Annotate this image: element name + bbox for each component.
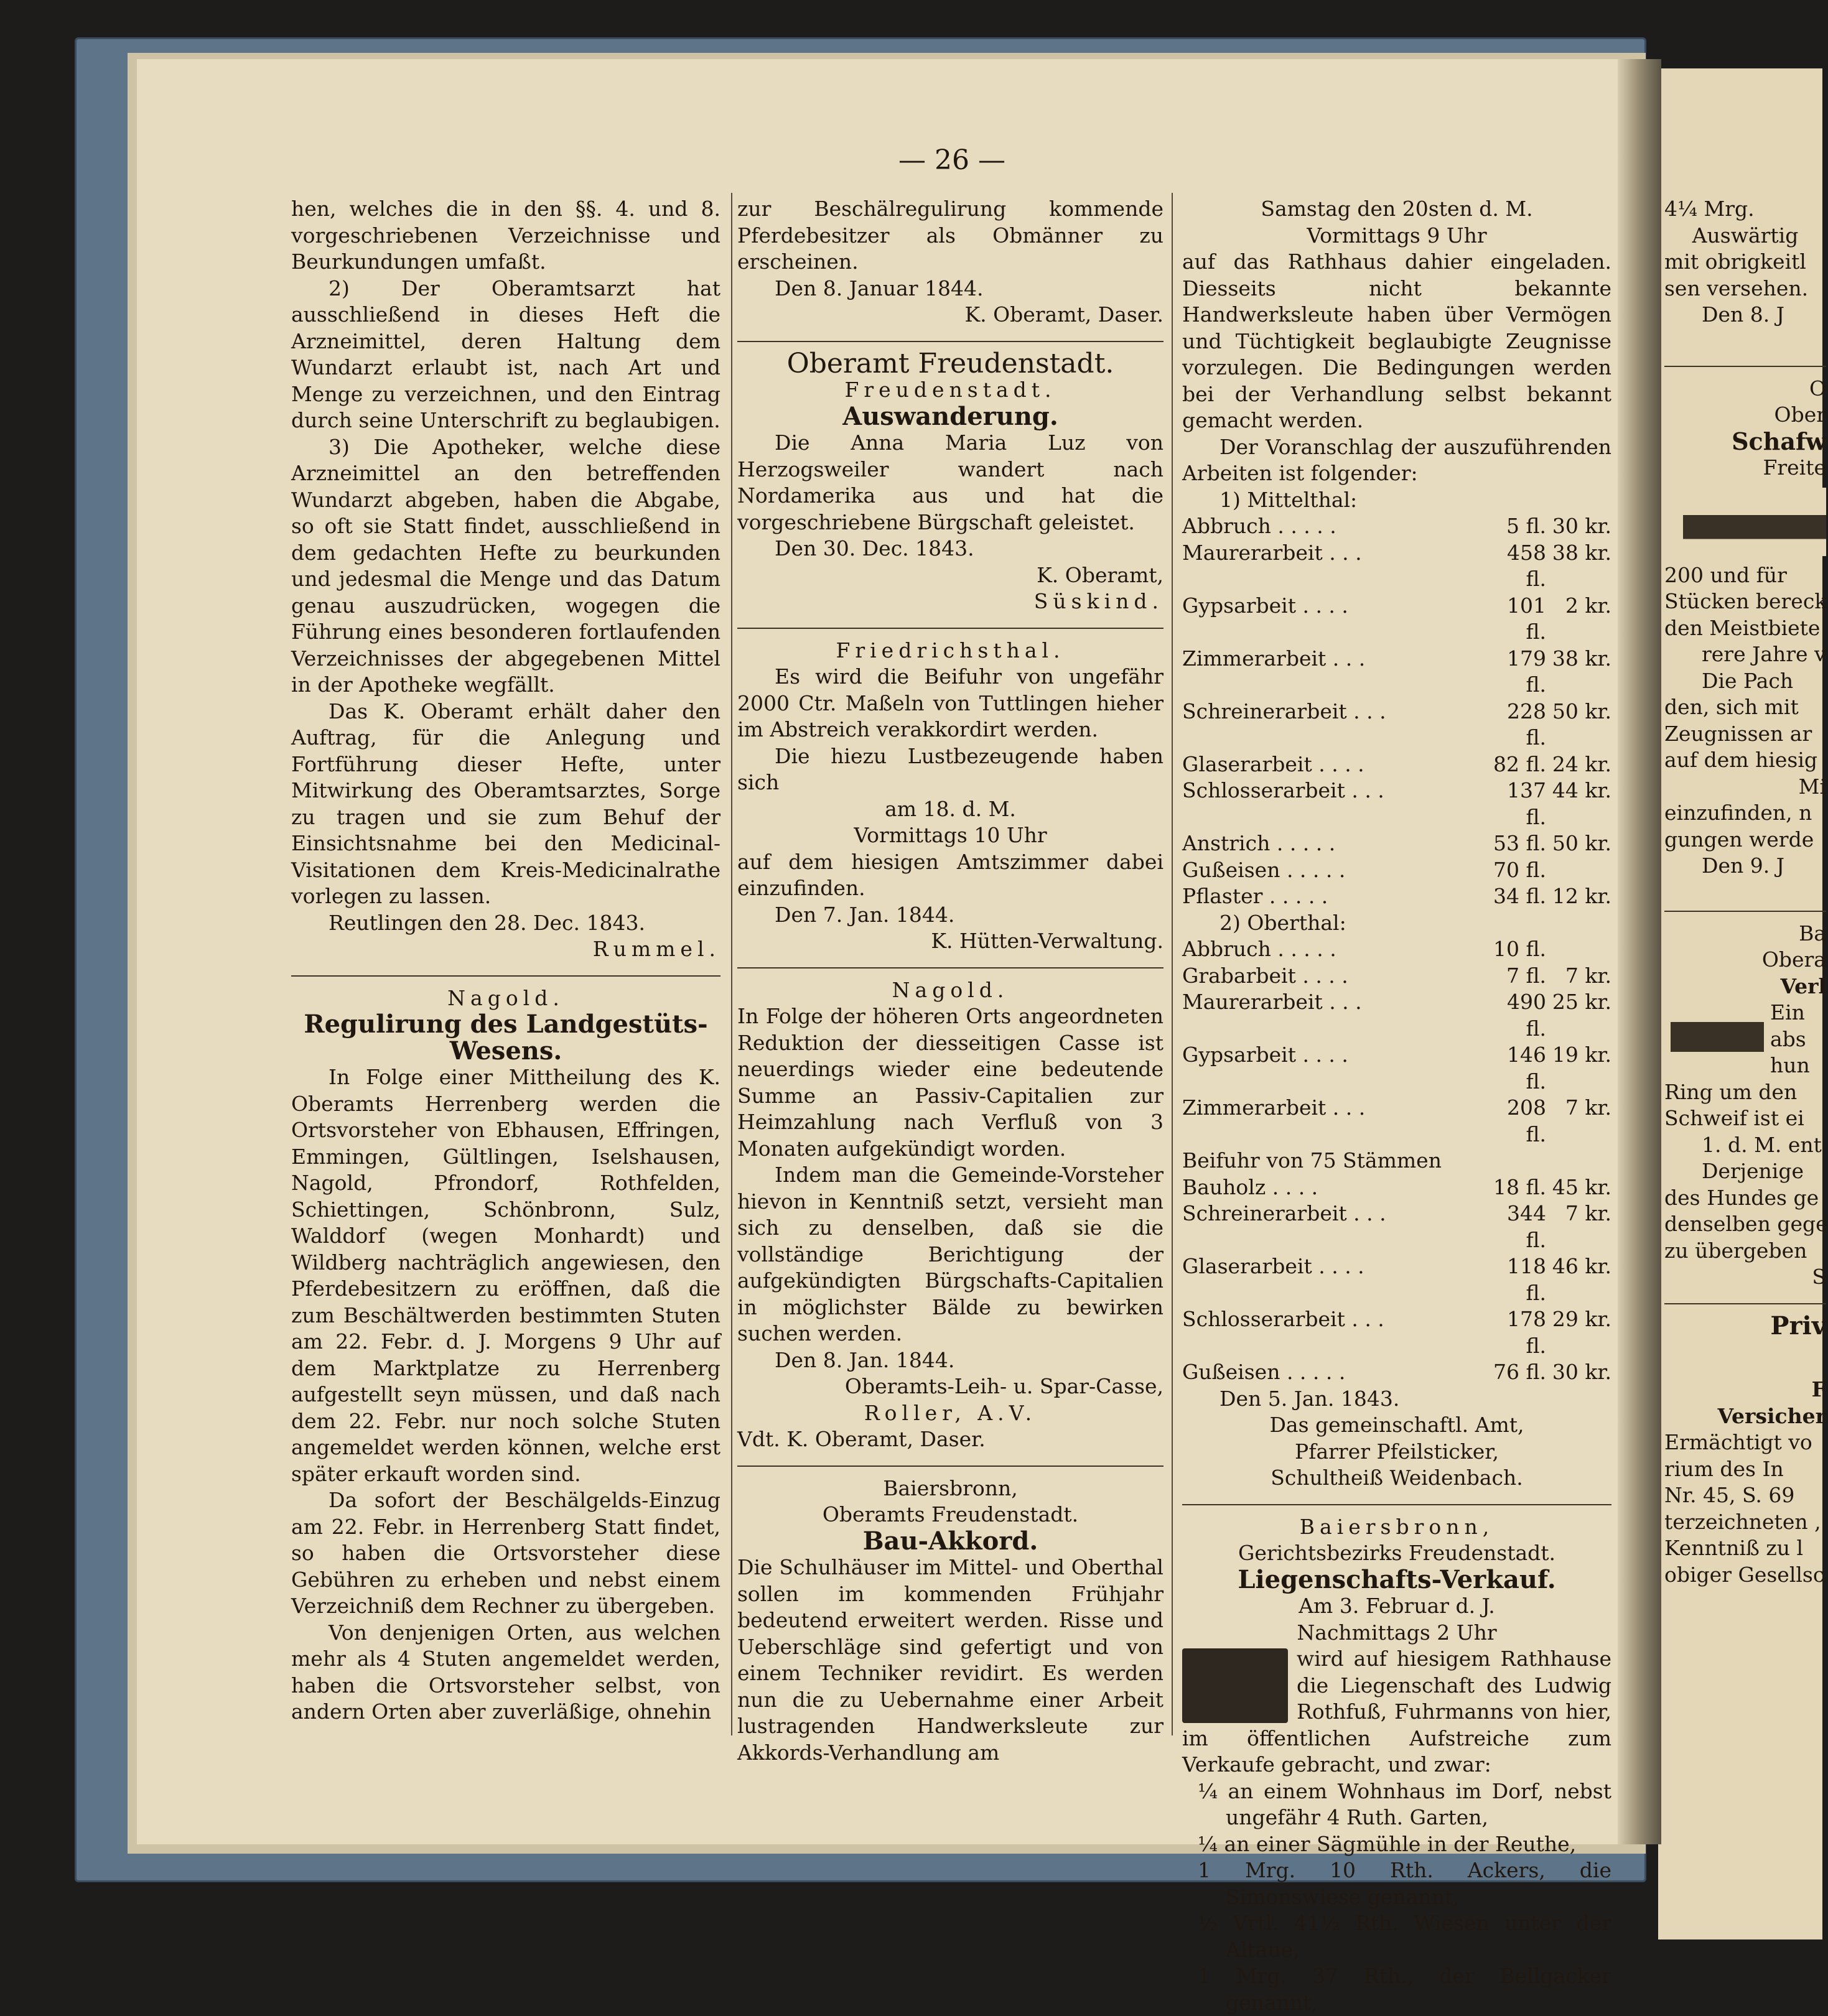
column-divider	[731, 193, 732, 1735]
cost-kreuzer: 50 kr.	[1546, 699, 1611, 751]
divider	[1664, 1303, 1826, 1304]
cost-row	[1182, 540, 1611, 593]
text-line: Ba	[1664, 921, 1826, 947]
signature: Roller, A.V.	[737, 1400, 1163, 1427]
list-item: ¼ an einem Wohnhaus im Dorf, nebst ungefähr 4 Ruth. Garten,	[1182, 1778, 1611, 1831]
paragraph: Da sofort der Beschälgelds-Einzug am 22. Febr. in Herrenberg Statt findet, so haben die Ortsvorsteher diese Gebühren zu erheben und nebst einem Verzeichniß dem Rechner zu übergeben.	[291, 1487, 720, 1620]
cost-item-name: Maurerarbeit . . .	[1182, 540, 1484, 593]
cost-item-name: Gußeisen . . . . .	[1182, 1359, 1484, 1386]
date-line: Reutlingen den 28. Dec. 1843.	[291, 910, 720, 937]
text-line: Die Pach	[1664, 668, 1826, 695]
cost-gulden: 70 fl.	[1484, 857, 1546, 884]
cost-item-name: Maurerarbeit . . .	[1182, 989, 1484, 1042]
cost-row	[1182, 778, 1611, 830]
cost-row	[1182, 751, 1611, 778]
text-line: hun	[1770, 1052, 1826, 1079]
list-item: 1 Mrg. 37 Rth., der Bellgacker genannt,	[1182, 1963, 1611, 2016]
cost-gulden: 53 fl.	[1484, 830, 1546, 857]
cost-gulden: 146 fl.	[1484, 1042, 1546, 1095]
cost-gulden: 10 fl.	[1484, 936, 1546, 963]
date-line: Den 30. Dec. 1843.	[737, 536, 1163, 562]
text-line: Priv	[1664, 1313, 1826, 1340]
dog-ad	[1664, 1000, 1826, 1079]
paragraph: zur Beschälregulirung kommende Pferdebesitzer als Obmänner zu erscheinen.	[737, 196, 1163, 276]
text-line: denselben gege	[1664, 1211, 1826, 1238]
cost-item-name: Grabarbeit . . . .	[1182, 963, 1484, 990]
notice-title: Auswanderung.	[737, 404, 1163, 430]
cost-row	[1182, 857, 1611, 884]
column-3	[1182, 196, 1611, 2016]
paragraph: hen, welches die in den §§. 4. und 8. vorgeschriebenen Verzeichnisse und Beurkundungen umfaßt.	[291, 196, 720, 276]
cost-list-oberthal	[1182, 936, 1611, 1148]
cost-row	[1182, 1095, 1611, 1148]
text-line: Auswärtig	[1664, 223, 1826, 249]
cost-item-name: Zimmerarbeit . . .	[1182, 646, 1484, 699]
cost-item-name: Schreinerarbeit . . .	[1182, 1201, 1484, 1253]
signature: K. Oberamt, Daser.	[737, 302, 1163, 328]
text-line: Derjenige	[1664, 1158, 1826, 1185]
cost-kreuzer: 46 kr.	[1546, 1253, 1611, 1306]
cost-row	[1182, 1253, 1611, 1306]
text-line: obiger Gesellsc	[1664, 1562, 1826, 1589]
text-line: Ein	[1770, 1000, 1826, 1026]
cost-gulden: 178 fl.	[1484, 1306, 1546, 1359]
date-line: Den 8. Januar 1844.	[737, 276, 1163, 302]
shepherd-woodcut-image	[1683, 488, 1826, 556]
dog-ad-lines	[1770, 1000, 1826, 1079]
cost-gulden: 5 fl.	[1484, 513, 1546, 540]
paragraph: Vormittags 10 Uhr	[737, 822, 1163, 849]
cost-kreuzer: 38 kr.	[1546, 646, 1611, 699]
cost-item-name: Glaserarbeit . . . .	[1182, 1253, 1484, 1306]
cost-kreuzer: 29 kr.	[1546, 1306, 1611, 1359]
cost-gulden: 118 fl.	[1484, 1253, 1546, 1306]
text-line: den, sich mit	[1664, 694, 1826, 721]
cost-gulden: 34 fl.	[1484, 883, 1546, 910]
cost-gulden: 490 fl.	[1484, 989, 1546, 1042]
cost-item-name: Gypsarbeit . . . .	[1182, 1042, 1484, 1095]
section-label: 2) Oberthal:	[1182, 910, 1611, 937]
cost-row	[1182, 1359, 1611, 1386]
signature: Rummel.	[291, 936, 720, 963]
page-number: — 26 —	[871, 144, 1033, 176]
list-item: 1 Mrg. 10 Rth. Ackers, die Simonswiese genannt,	[1182, 1857, 1611, 1910]
cost-kreuzer	[1546, 857, 1611, 884]
cost-row	[1182, 936, 1611, 963]
cost-row	[1182, 593, 1611, 646]
paragraph: Die hiezu Lustbezeugende haben sich	[737, 743, 1163, 796]
text-line: rere Jahre v	[1664, 641, 1826, 668]
text-line: den Meistbiete	[1664, 615, 1826, 642]
cost-item-name: Abbruch . . . . .	[1182, 936, 1484, 963]
text-line: terzeichneten ,	[1664, 1509, 1826, 1536]
cost-list-mittelthal	[1182, 513, 1611, 910]
list-item: ¼ an einer Sägmühle in der Reuthe,	[1182, 1831, 1611, 1858]
cost-kreuzer: 45 kr.	[1546, 1174, 1611, 1201]
place-heading: Oberamts Freudenstadt.	[737, 1502, 1163, 1528]
place-heading: Friedrichsthal.	[737, 638, 1163, 664]
notice-title: Liegenschafts-Verkauf.	[1182, 1567, 1611, 1594]
paragraph: Indem man die Gemeinde-Vorsteher hievon in Kenntniß setzt, versieht man sich zu denselben, daß sie die vollständige Berichtigung der aufgekündigten Bürgschafts-Capitalien in möglichster Bälde zu bewirken suchen werden.	[737, 1162, 1163, 1347]
section-label: Beifuhr von 75 Stämmen	[1182, 1148, 1611, 1174]
cost-kreuzer	[1546, 936, 1611, 963]
text-line: Mi	[1664, 774, 1826, 801]
cost-row	[1182, 646, 1611, 699]
date-line: Den 7. Jan. 1844.	[737, 902, 1163, 929]
signature: Süskind.	[737, 588, 1163, 615]
text-line: Zeugnissen ar	[1664, 721, 1826, 748]
divider	[291, 975, 720, 977]
text-line: Den 9. J	[1664, 853, 1826, 880]
cost-kreuzer: 38 kr.	[1546, 540, 1611, 593]
cost-item-name: Glaserarbeit . . . .	[1182, 751, 1484, 778]
time-line: Nachmittags 2 Uhr	[1182, 1620, 1611, 1647]
text-line: 4¼ Mrg.	[1664, 196, 1826, 223]
cost-row	[1182, 883, 1611, 910]
paragraph: auf dem hiesigen Amtszimmer dabei einzufinden.	[737, 849, 1163, 902]
divider	[1182, 1504, 1611, 1505]
cost-item-name: Bauholz . . . .	[1182, 1174, 1484, 1201]
date-line: Samstag den 20sten d. M.	[1182, 196, 1611, 223]
cost-row	[1182, 1201, 1611, 1253]
text-line: des Hundes ge	[1664, 1185, 1826, 1212]
text-line: rium des In	[1664, 1456, 1826, 1483]
text-line: Ober	[1664, 402, 1826, 429]
text-line: Nr. 45, S. 69	[1664, 1482, 1826, 1509]
cost-item-name: Schlosserarbeit . . .	[1182, 1306, 1484, 1359]
cost-gulden: 7 fl.	[1484, 963, 1546, 990]
divider	[737, 341, 1163, 342]
spacer	[1664, 1339, 1826, 1377]
signature: K. Oberamt,	[737, 562, 1163, 589]
text-line: auf dem hiesig	[1664, 747, 1826, 774]
divider	[737, 967, 1163, 969]
text-line: Den 8. J	[1664, 302, 1826, 328]
cost-gulden: 137 fl.	[1484, 778, 1546, 830]
paragraph: Von denjenigen Orten, aus welchen mehr als 4 Stuten angemeldet werden, haben die Ortsvorsteher selbst, von andern Orten aber zuverläßige, ohnehin	[291, 1620, 720, 1726]
paragraph: 3) Die Apotheker, welche diese Arzneimittel an den betreffenden Wundarzt abgeben, haben die Abgabe, so oft sie Statt findet, ausschließend in dem gedachten Hefte zu beurkunden und jedesmal die Menge und das Datum genau auszudrücken, wogegen die Führung eines besonderen fortlaufenden Verzeichnisses der abgegebenen Mittel in der Apotheke wegfällt.	[291, 434, 720, 699]
paragraph: Die Anna Maria Luz von Herzogsweiler wandert nach Nordamerika aus und hat die vorgeschriebene Bürgschaft geleistet.	[737, 430, 1163, 536]
column-1	[291, 196, 720, 1726]
column-divider	[1172, 193, 1173, 1735]
divider	[1664, 911, 1826, 912]
signature: Oberamts-Leih- u. Spar-Casse,	[737, 1373, 1163, 1400]
text-line: Versicher	[1664, 1403, 1826, 1430]
cost-kreuzer: 7 kr.	[1546, 1095, 1611, 1148]
book-fold	[1618, 59, 1661, 1844]
cost-kreuzer: 25 kr.	[1546, 989, 1611, 1042]
cost-row	[1182, 830, 1611, 857]
text-line: Ermächtigt vo	[1664, 1429, 1826, 1456]
paragraph: am 18. d. M.	[737, 796, 1163, 823]
cost-item-name: Anstrich . . . . .	[1182, 830, 1484, 857]
text-line: Verl	[1664, 973, 1826, 1000]
cost-gulden: 208 fl.	[1484, 1095, 1546, 1148]
property-list	[1182, 1778, 1611, 2016]
list-item: ½ Vrtl. 41½ Rth. Wiesen unter der Altaue,	[1182, 1910, 1611, 1963]
place-heading: Baiersbronn,	[1182, 1514, 1611, 1541]
cost-gulden: 18 fl.	[1484, 1174, 1546, 1201]
paragraph: Es wird die Beifuhr von ungefähr 2000 Ctr. Maßeln von Tuttlingen hieher im Abstreich verakkordirt werden.	[737, 664, 1163, 743]
signature: Pfarrer Pfeilsticker,	[1182, 1439, 1611, 1466]
cost-gulden: 179 fl.	[1484, 646, 1546, 699]
cost-kreuzer: 12 kr.	[1546, 883, 1611, 910]
cost-item-name: Abbruch . . . . .	[1182, 513, 1484, 540]
section-heading: Oberamt Freudenstadt.	[737, 351, 1163, 378]
paragraph: 2) Der Oberamtsarzt hat ausschließend in dieses Heft die Arzneimittel, deren Haltung dem Wundarzt erlaubt ist, nach Art und Menge zu verzeichnen, und den Eintrag durch seine Unterschrift zu beglaubigen.	[291, 276, 720, 434]
date-line: Am 3. Februar d. J.	[1182, 1593, 1611, 1620]
place-heading: Nagold.	[291, 985, 720, 1012]
place-heading: Baiersbronn,	[737, 1475, 1163, 1502]
text-line: Kenntniß zu l	[1664, 1535, 1826, 1562]
date-line: Den 8. Jan. 1844.	[737, 1347, 1163, 1374]
cost-item-name: Gypsarbeit . . . .	[1182, 593, 1484, 646]
signature: Schultheiß Weidenbach.	[1182, 1465, 1611, 1492]
paragraph: Die Schulhäuser im Mittel- und Oberthal sollen im kommenden Frühjahr bedeutend erweitert werden. Risse und Ueberschläge sind gefertigt und von einem Techniker revidirt. Es werden nun die zu Uebernahme einer Arbeit lustragenden Handwerksleute zur Akkords-Verhandlung am	[737, 1554, 1163, 1766]
c4-block1	[1664, 196, 1826, 328]
dog-woodcut-image	[1671, 1000, 1764, 1074]
divider	[737, 628, 1163, 629]
cost-kreuzer: 7 kr.	[1546, 1201, 1611, 1253]
notice-title: Bau-Akkord.	[737, 1528, 1163, 1555]
cost-kreuzer: 30 kr.	[1546, 1359, 1611, 1386]
text-line: Obera	[1664, 947, 1826, 973]
date-line: Den 5. Jan. 1843.	[1182, 1386, 1611, 1413]
text-line: mit obrigkeitl	[1664, 249, 1826, 276]
time-line: Vormittags 9 Uhr	[1182, 223, 1611, 249]
right-page	[1658, 68, 1822, 1939]
text-line: 1. d. M. ent	[1664, 1132, 1826, 1159]
paragraph: In Folge einer Mittheilung des K. Oberamts Herrenberg werden die Ortsvorsteher von Ebhausen, Effringen, Emmingen, Gültlingen, Iselshausen, Nagold, Pfrondorf, Rothfelden, Schiettingen, Schönbronn, Sulz, Walddorf (wegen Monhardt) und Wildberg nachträglich angewiesen, den Pferdebesitzern zu eröffnen, daß die zum Beschältwerden bestimmten Stuten am 22. Febr. d. J. Morgens 9 Uhr auf dem Marktplatze zu Herrenberg aufgestellt seyn müssen, und daß nach dem 22. Febr. nur noch solche Stuten angemeldet werden können, welche erst später erkauft worden sind.	[291, 1064, 720, 1487]
paragraph: wird auf hiesigem Rathhause die Liegenschaft des Ludwig Rothfuß, Fuhrmanns von hier, im öffentlichen Aufstreiche zum Verkaufe gebracht, und zwar:	[1182, 1646, 1611, 1778]
place-heading: Nagold.	[737, 977, 1163, 1004]
text-line: Freite	[1664, 455, 1826, 481]
place-heading: Freudenstadt.	[737, 377, 1163, 404]
signature: K. Hütten-Verwaltung.	[737, 928, 1163, 955]
paragraph: In Folge der höheren Orts angeordneten Reduktion der diesseitigen Casse ist neuerdings wieder eine bedeutende Summe an Passiv-Capitalien zur Heimzahlung nach Verfluß von 3 Monaten aufgekündigt worden.	[737, 1003, 1163, 1162]
text-line: abs	[1770, 1026, 1826, 1053]
cost-item-name: Pflaster . . . . .	[1182, 883, 1484, 910]
text-line: zu übergeben	[1664, 1238, 1826, 1265]
cost-gulden: 228 fl.	[1484, 699, 1546, 751]
cost-list-beifuhr	[1182, 1174, 1611, 1386]
text-line: F	[1664, 1377, 1826, 1403]
paragraph: auf das Rathhaus dahier eingeladen. Diesseits nicht bekannte Handwerksleute haben über Vermögen und Tüchtigkeit beglaubigte Zeugnisse vorzulegen. Die Bedingungen werden bei der Verhandlung selbst bekannt gemacht werden.	[1182, 249, 1611, 434]
text-line: sen versehen.	[1664, 276, 1826, 302]
text-line: einzufinden, n	[1664, 800, 1826, 827]
cost-gulden: 82 fl.	[1484, 751, 1546, 778]
text-line: Schafw	[1664, 429, 1826, 455]
paragraph: Das K. Oberamt erhält daher den Auftrag, für die Anlegung und Fortführung dieser Hefte, unter Mitwirkung des Oberamtsarztes, Sorge zu tragen und sie zum Behuf der Einsichtsnahme bei den Medicinal-Visitationen dem Kreis-Medicinalrathe vorlegen zu lassen.	[291, 699, 720, 910]
cost-kreuzer: 44 kr.	[1546, 778, 1611, 830]
text-line: gungen werde	[1664, 827, 1826, 853]
text-line: O	[1664, 376, 1826, 402]
cost-kreuzer: 2 kr.	[1546, 593, 1611, 646]
cost-row	[1182, 989, 1611, 1042]
text-line: Ring um den	[1664, 1079, 1826, 1106]
column-2	[737, 196, 1163, 1766]
cost-kreuzer: 50 kr.	[1546, 830, 1611, 857]
cost-row	[1182, 1174, 1611, 1201]
cost-gulden: 344 fl.	[1484, 1201, 1546, 1253]
cost-gulden: 76 fl.	[1484, 1359, 1546, 1386]
cost-item-name: Schreinerarbeit . . .	[1182, 699, 1484, 751]
cost-kreuzer: 24 kr.	[1546, 751, 1611, 778]
cost-item-name: Zimmerarbeit . . .	[1182, 1095, 1484, 1148]
column-4	[1664, 196, 1826, 1588]
cost-item-name: Gußeisen . . . . .	[1182, 857, 1484, 884]
text-line: S	[1664, 1264, 1826, 1291]
text-line: Stücken bereck	[1664, 588, 1826, 615]
cost-row	[1182, 699, 1611, 751]
house-woodcut-image	[1182, 1648, 1288, 1723]
section-label: 1) Mittelthal:	[1182, 487, 1611, 514]
cost-kreuzer: 7 kr.	[1546, 963, 1611, 990]
cost-row	[1182, 963, 1611, 990]
notice-title: Regulirung des Landgestüts-Wesens.	[291, 1011, 720, 1064]
divider	[737, 1466, 1163, 1467]
cost-kreuzer: 30 kr.	[1546, 513, 1611, 540]
signature: Das gemeinschaftl. Amt,	[1182, 1412, 1611, 1439]
cost-row	[1182, 1042, 1611, 1095]
text-line: Schweif ist ei	[1664, 1105, 1826, 1132]
cost-row	[1182, 1306, 1611, 1359]
cost-gulden: 458 fl.	[1484, 540, 1546, 593]
text-line: 200 und für	[1664, 562, 1826, 589]
paragraph: Der Voranschlag der auszuführenden Arbeiten ist folgender:	[1182, 434, 1611, 487]
divider	[1664, 366, 1826, 367]
signature: Vdt. K. Oberamt, Daser.	[737, 1426, 1163, 1453]
cost-gulden: 101 fl.	[1484, 593, 1546, 646]
cost-row	[1182, 513, 1611, 540]
place-heading: Gerichtsbezirks Freudenstadt.	[1182, 1540, 1611, 1567]
cost-kreuzer: 19 kr.	[1546, 1042, 1611, 1095]
cost-item-name: Schlosserarbeit . . .	[1182, 778, 1484, 830]
